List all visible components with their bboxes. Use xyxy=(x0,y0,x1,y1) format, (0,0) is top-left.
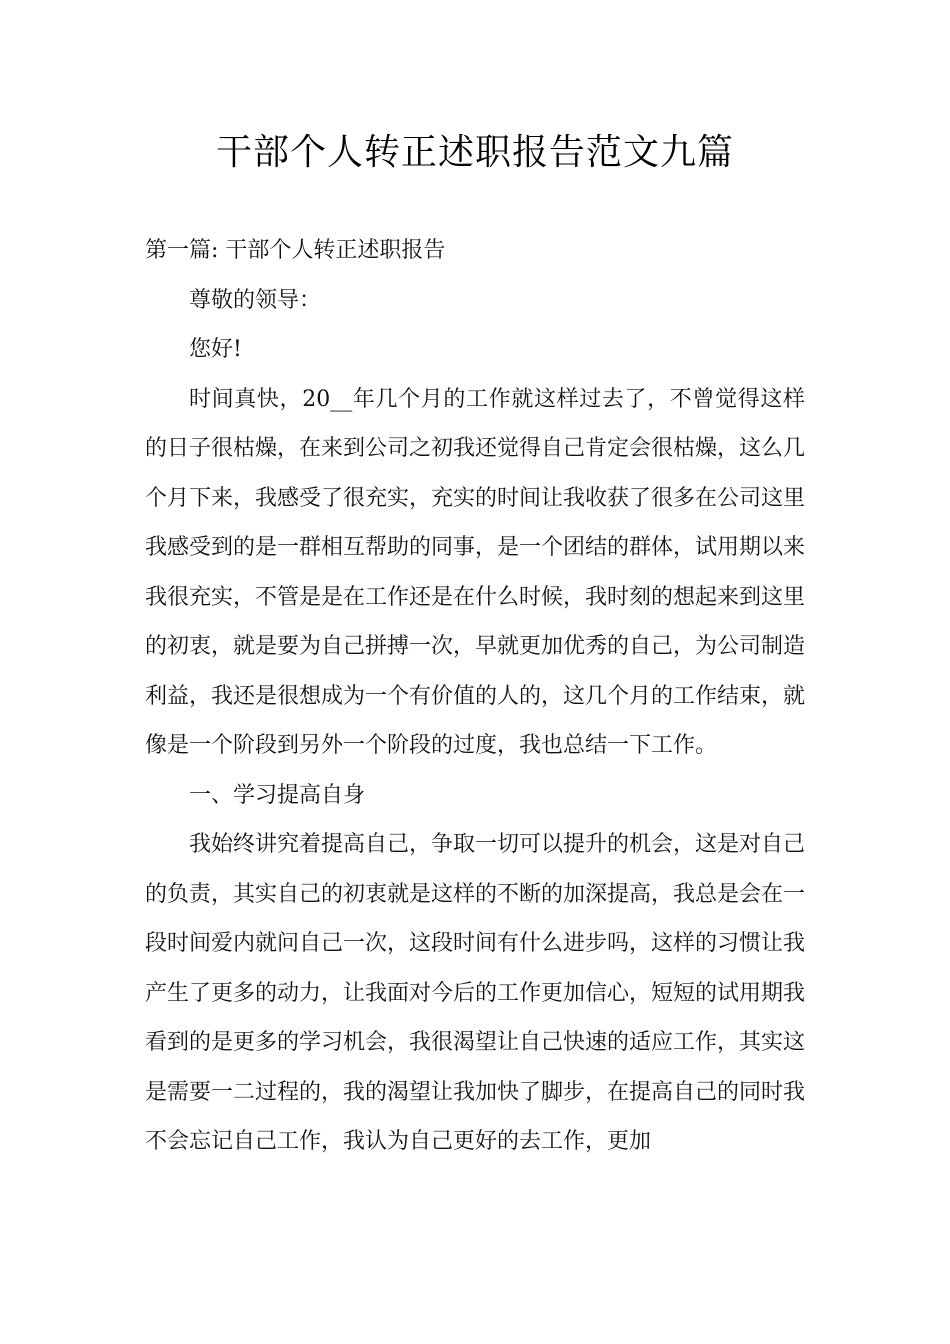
document-title: 干部个人转正述职报告范文九篇 xyxy=(215,132,734,173)
body-paragraph: 时间真快，20__年几个月的工作就这样过去了，不曾觉得这样的日子很枯燥，在来到公司之初我还觉得自己肯定会很枯燥，这么几个月下来，我感受了很充实，充实的时间让我收获了很多在公司这里我感受到的是一群相互帮助的同事，是一个团结的群体，试用期以来我很充实，不管是是在工作还是在什么时候，我时刻的想起来到这里的初衷，就是要为自己拼搏一次，早就更加优秀的自己，为公司制造利益，我还是很想成为一个有价值的人的，这几个月的工作结束，就像是一个阶段到另外一个阶段的过度，我也总结一下工作。 xyxy=(145,386,806,758)
body-paragraph: 我始终讲究着提高自己，争取一切可以提升的机会，这是对自己的负责，其实自己的初衷就是这样的不断的加深提高，我总是会在一段时间爱内就问自己一次，这段时间有什么进步吗，这样的习惯让我产生了更多的动力，让我面对今后的工作更加信心，短短的试用期我看到的是更多的学习机会，我很渴望让自己快速的适应工作，其实这是需要一二过程的，我的渴望让我加快了脚步，在提高自己的同时我不会忘记自己工作，我认为自己更好的去工作，更加 xyxy=(145,832,806,1154)
greeting: 您好! xyxy=(189,337,242,362)
salutation: 尊敬的领导： xyxy=(189,287,322,313)
section-heading: 第一篇: 干部个人转正述职报告 xyxy=(145,238,446,263)
document-body xyxy=(145,226,805,1167)
subheading: 一、学习提高自身 xyxy=(189,782,366,808)
